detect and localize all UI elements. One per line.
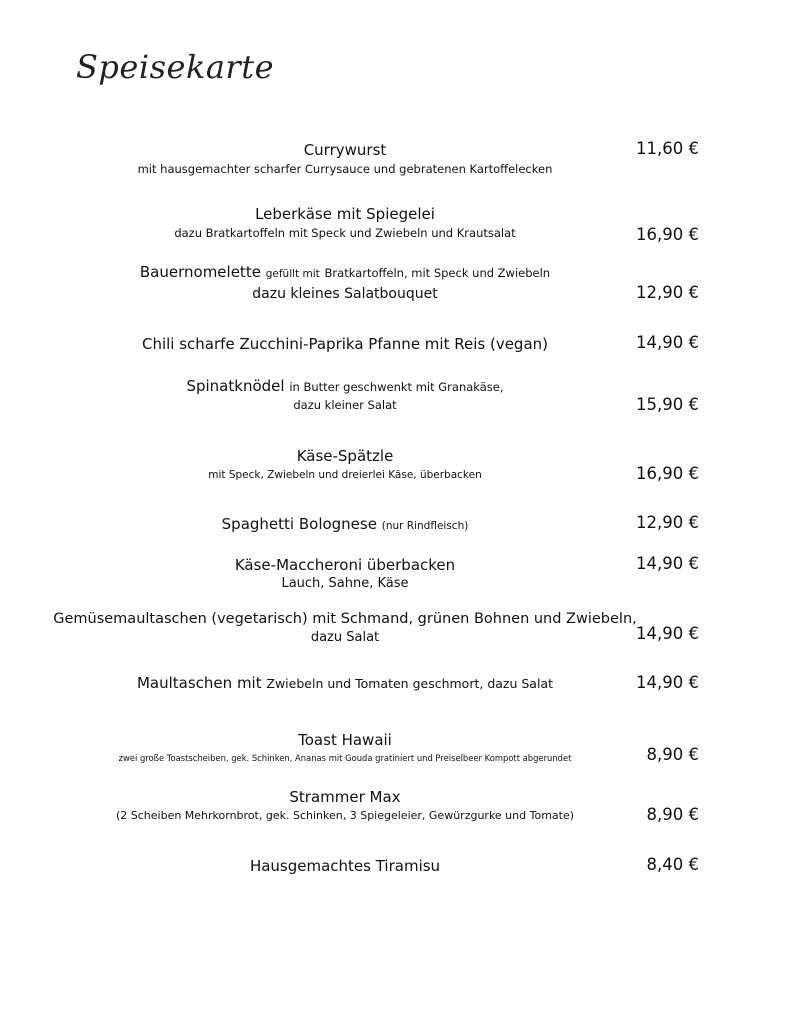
item-name: Toast Hawaii [298, 731, 392, 749]
item-name: Bauernomelette [139, 263, 261, 281]
item-price: 12,90 € [636, 513, 699, 532]
item-name: Leberkäse mit Spiegelei [255, 205, 435, 223]
item-price: 14,90 € [636, 554, 699, 573]
item-price: 15,90 € [636, 395, 699, 414]
item-price: 14,90 € [636, 673, 699, 692]
item-name-suffix: Zwiebeln und Tomaten geschmort, dazu Salat [266, 676, 553, 691]
page-title: Speisekarte [76, 48, 274, 86]
item-name-suffix-small: gefüllt mit [265, 268, 320, 280]
item-price: 14,90 € [636, 624, 699, 643]
item-name: Spaghetti Bolognese [221, 515, 377, 533]
item-desc: (2 Scheiben Mehrkornbrot, gek. Schinken, 3 Spiegeleier, Gewürzgurke und Tomate) [115, 809, 575, 822]
item-name: Maultaschen mit [136, 674, 262, 692]
item-desc: dazu Salat [310, 630, 380, 645]
item-desc: mit hausgemachter scharfer Currysauce und gebratenen Kartoffelecken [137, 162, 553, 176]
item-name-suffix: Bratkartoffeln, mit Speck und Zwiebeln [324, 266, 551, 280]
item-name-suffix: in Butter geschwenkt mit Granakäse, [289, 380, 504, 394]
item-price: 8,90 € [646, 745, 699, 764]
item-price: 8,90 € [646, 805, 699, 824]
item-desc: dazu kleines Salatbouquet [252, 286, 438, 302]
item-name: Strammer Max [289, 788, 401, 806]
item-name: Käse-Maccheroni überbacken [234, 556, 456, 574]
item-name: Spinatknödel [186, 377, 285, 395]
item-desc: Lauch, Sahne, Käse [281, 576, 409, 591]
item-price: 8,40 € [646, 855, 699, 874]
item-price: 12,90 € [636, 283, 699, 302]
item-name: Käse-Spätzle [296, 447, 394, 465]
item-price: 14,90 € [636, 333, 699, 352]
item-price: 16,90 € [636, 225, 699, 244]
item-desc: zwei große Toastscheiben, gek. Schinken, Ananas mit Gouda gratiniert und Preiselbeer Kompott abgerundet [118, 753, 572, 763]
item-price: 11,60 € [636, 139, 699, 158]
item-name: Chili scharfe Zucchini-Paprika Pfanne mit Reis (vegan) [141, 335, 548, 353]
item-name: Currywurst [303, 141, 387, 159]
item-desc: mit Speck, Zwiebeln und dreierlei Käse, überbacken [208, 469, 482, 481]
item-name-suffix: (nur Rindfleisch) [381, 520, 469, 532]
item-name: Gemüsemaultaschen (vegetarisch) mit Schmand, grünen Bohnen und Zwiebeln, [53, 611, 637, 627]
item-price: 16,90 € [636, 464, 699, 483]
item-name: Hausgemachtes Tiramisu [249, 857, 441, 875]
item-desc: dazu kleiner Salat [293, 398, 397, 412]
item-desc: dazu Bratkartoffeln mit Speck und Zwiebeln und Krautsalat [174, 226, 516, 240]
